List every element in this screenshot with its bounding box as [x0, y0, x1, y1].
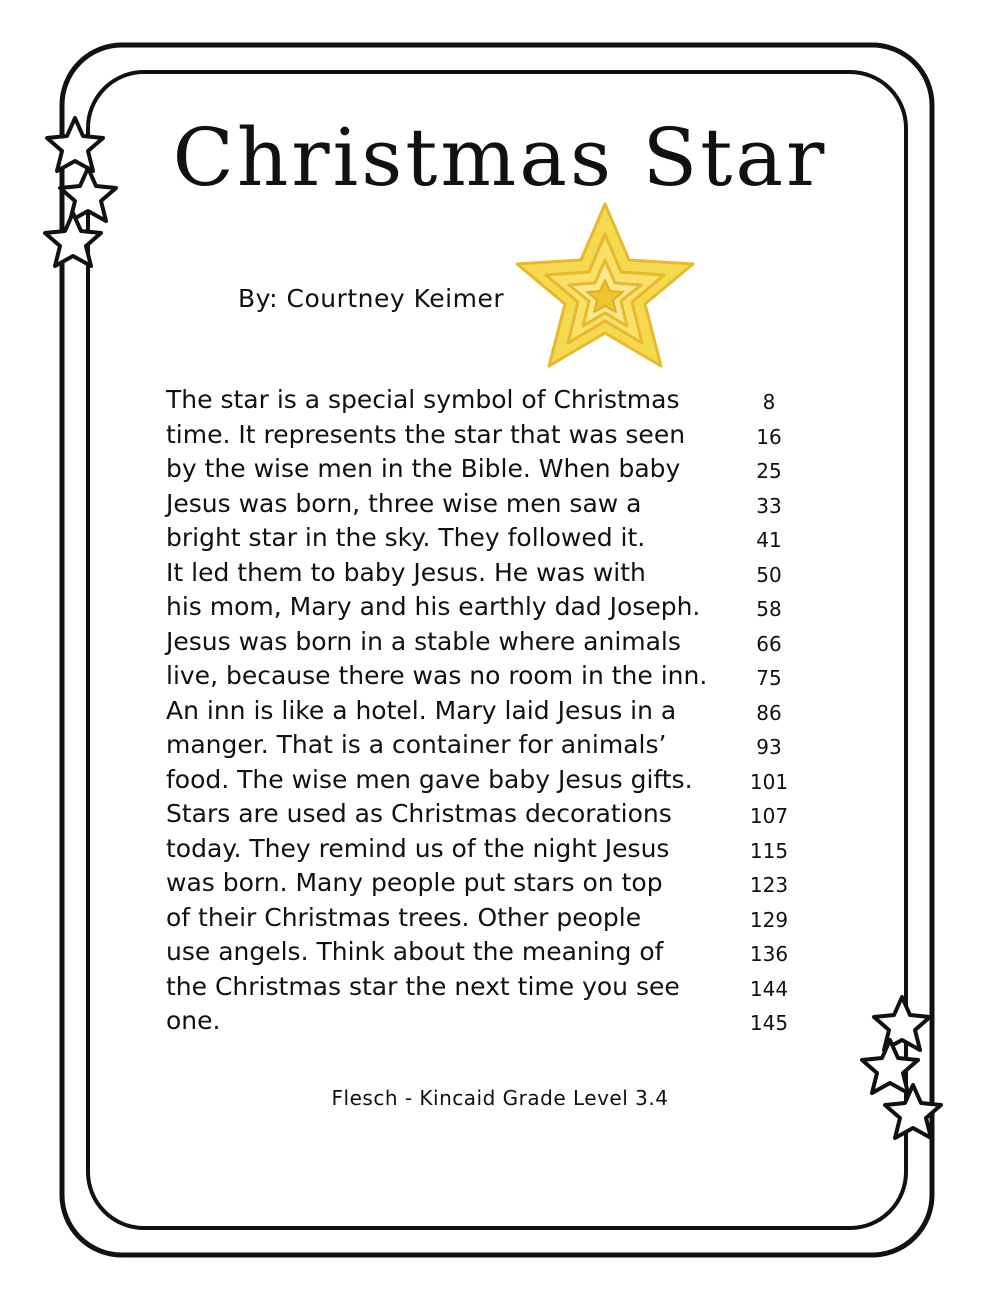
word-count: 115	[749, 838, 789, 863]
passage-line	[166, 1004, 806, 1039]
word-count: 93	[756, 735, 782, 759]
passage-line-text: Jesus was born, three wise men saw a	[166, 488, 642, 518]
word-count: 41	[756, 528, 782, 552]
passage-line	[166, 797, 806, 832]
corner-star-icon	[862, 997, 941, 1138]
word-count: 144	[749, 976, 789, 1001]
word-count: 107	[749, 804, 789, 828]
passage-line-text: The star is a special symbol of Christmas	[166, 385, 680, 414]
passage-line-text: manger. That is a container for animals’	[166, 730, 667, 759]
passage-line	[166, 452, 806, 487]
passage-line-text: use angels. Think about the meaning of	[166, 937, 664, 966]
word-count: 8	[762, 390, 776, 414]
passage-line	[166, 866, 806, 901]
passage-line	[166, 728, 806, 763]
passage-line	[166, 694, 806, 729]
passage-line	[166, 418, 806, 453]
word-count: 50	[756, 562, 782, 587]
passage-line-text: It led them to baby Jesus. He was with	[166, 557, 646, 587]
passage-line	[166, 763, 806, 798]
passage-line-text: live, because there was no room in the inn.	[166, 661, 708, 690]
passage-line	[166, 625, 806, 660]
passage-line-text: by the wise men in the Bible. When baby	[166, 454, 681, 483]
word-count: 33	[756, 493, 782, 518]
passage-line	[166, 832, 806, 867]
word-count: 129	[749, 907, 789, 932]
word-count: 145	[749, 1011, 789, 1035]
passage-line-text: An inn is like a hotel. Mary laid Jesus in a	[166, 695, 677, 725]
grade-level-note: Flesch - Kincaid Grade Level 3.4	[331, 1086, 669, 1110]
passage-line-text: of their Christmas trees. Other people	[166, 902, 642, 932]
passage-line-text: was born. Many people put stars on top	[166, 868, 663, 897]
word-count: 16	[756, 424, 782, 449]
reading-passage	[166, 383, 806, 1039]
passage-line-text: the Christmas star the next time you see	[166, 971, 680, 1001]
passage-line	[166, 659, 806, 694]
passage-line	[166, 487, 806, 522]
word-count: 75	[756, 666, 782, 690]
passage-line-text: Jesus was born in a stable where animals	[166, 626, 681, 656]
passage-line	[166, 970, 806, 1005]
word-count: 136	[749, 942, 789, 966]
word-count: 58	[756, 597, 782, 621]
passage-line	[166, 556, 806, 591]
word-count: 123	[749, 873, 789, 897]
word-count: 25	[756, 459, 782, 483]
passage-line-text: his mom, Mary and his earthly dad Joseph.	[166, 592, 701, 621]
star-icon	[512, 200, 698, 370]
passage-line-text: bright star in the sky. They followed it.	[166, 523, 646, 552]
word-count: 101	[749, 769, 789, 794]
passage-line	[166, 521, 806, 556]
page-title: Christmas Star	[172, 111, 828, 204]
word-count: 86	[756, 700, 782, 725]
passage-line-text: today. They remind us of the night Jesus	[166, 833, 670, 863]
word-count: 66	[756, 631, 782, 656]
passage-line	[166, 935, 806, 970]
passage-line	[166, 901, 806, 936]
passage-line-text: Stars are used as Christmas decorations	[166, 799, 672, 828]
passage-line-text: food. The wise men gave baby Jesus gifts.	[166, 764, 693, 794]
author-byline: By: Courtney Keimer	[238, 284, 505, 313]
passage-line-text: time. It represents the star that was seen	[166, 419, 686, 449]
passage-line-text: one.	[166, 1006, 221, 1035]
passage-line	[166, 590, 806, 625]
passage-line	[166, 383, 806, 418]
